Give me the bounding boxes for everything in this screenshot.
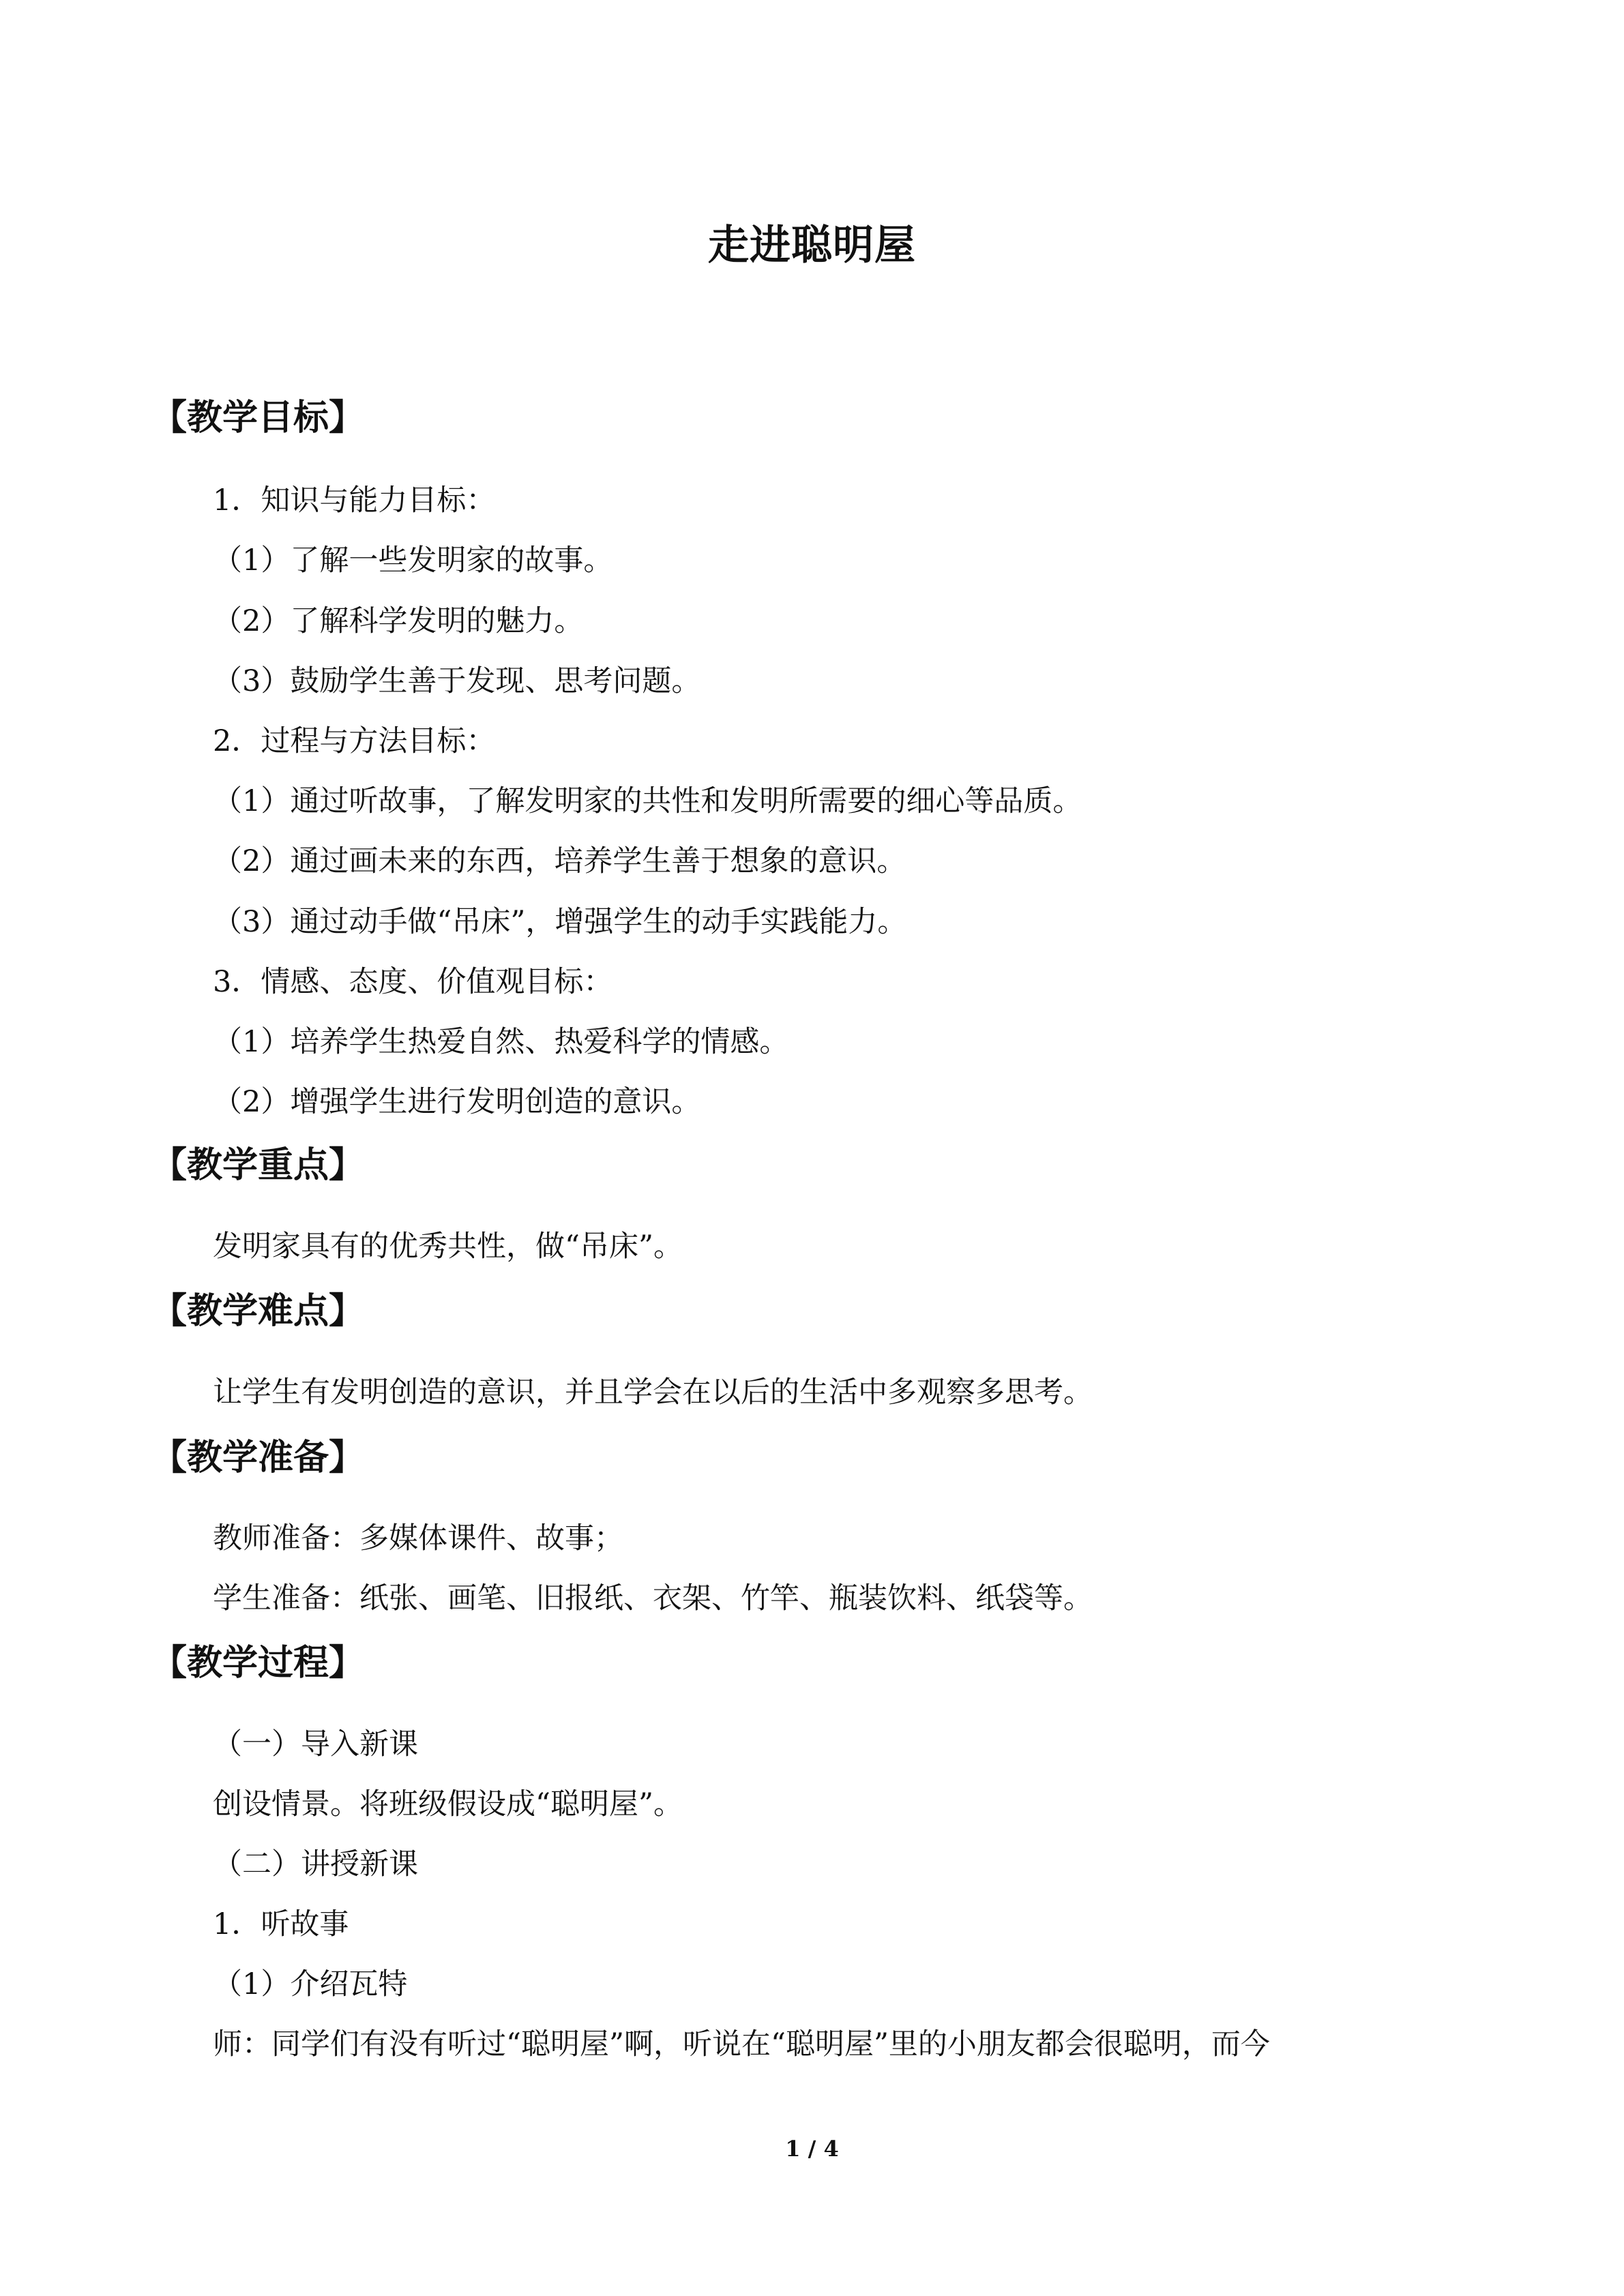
preparation-line: 学生准备：纸张、画笔、旧报纸、衣架、竹竿、瓶装饮料、纸袋等。 xyxy=(213,1581,1093,1615)
objective-line: （2）增强学生进行发明创造的意识。 xyxy=(213,1085,701,1119)
section-heading-key-points: 【教学重点】 xyxy=(151,1145,365,1186)
section-heading-preparation: 【教学准备】 xyxy=(151,1437,365,1478)
objective-line: 3．情感、态度、价值观目标： xyxy=(213,965,613,999)
objective-line: （3）通过动手做“吊床”，增强学生的动手实践能力。 xyxy=(213,905,907,939)
key-point-line: 发明家具有的优秀共性，做“吊床”。 xyxy=(213,1229,683,1264)
page-indicator: 1 / 4 xyxy=(785,2136,839,2162)
process-line: （1）介绍瓦特 xyxy=(213,1967,408,2001)
process-line: 创设情景。将班级假设成“聪明屋”。 xyxy=(213,1787,683,1821)
objective-line: 2．过程与方法目标： xyxy=(213,724,496,758)
objective-line: （3）鼓励学生善于发现、思考问题。 xyxy=(213,664,701,698)
objective-line: 1．知识与能力目标： xyxy=(213,483,496,518)
preparation-line: 教师准备：多媒体课件、故事； xyxy=(213,1521,623,1555)
objective-line: （1）了解一些发明家的故事。 xyxy=(213,543,613,578)
process-line: （一）导入新课 xyxy=(213,1727,418,1761)
objective-line: （2）了解科学发明的魅力。 xyxy=(213,604,584,638)
section-heading-difficulties: 【教学难点】 xyxy=(151,1291,365,1332)
process-line: （二）讲授新课 xyxy=(213,1847,418,1881)
objective-line: （1）通过听故事，了解发明家的共性和发明所需要的细心等品质。 xyxy=(213,784,1082,818)
section-heading-process: 【教学过程】 xyxy=(151,1643,365,1684)
process-line: 师：同学们有没有听过“聪明屋”啊，听说在“聪明屋”里的小朋友都会很聪明，而今 xyxy=(213,2027,1270,2061)
difficulty-line: 让学生有发明创造的意识，并且学会在以后的生活中多观察多思考。 xyxy=(213,1375,1093,1410)
section-heading-objectives: 【教学目标】 xyxy=(151,398,365,438)
objective-line: （1）培养学生热爱自然、热爱科学的情感。 xyxy=(213,1025,789,1059)
objective-line: （2）通过画未来的东西，培养学生善于想象的意识。 xyxy=(213,844,906,878)
document-title: 走进聪明屋 xyxy=(708,222,916,269)
process-line: 1．听故事 xyxy=(213,1907,349,1941)
